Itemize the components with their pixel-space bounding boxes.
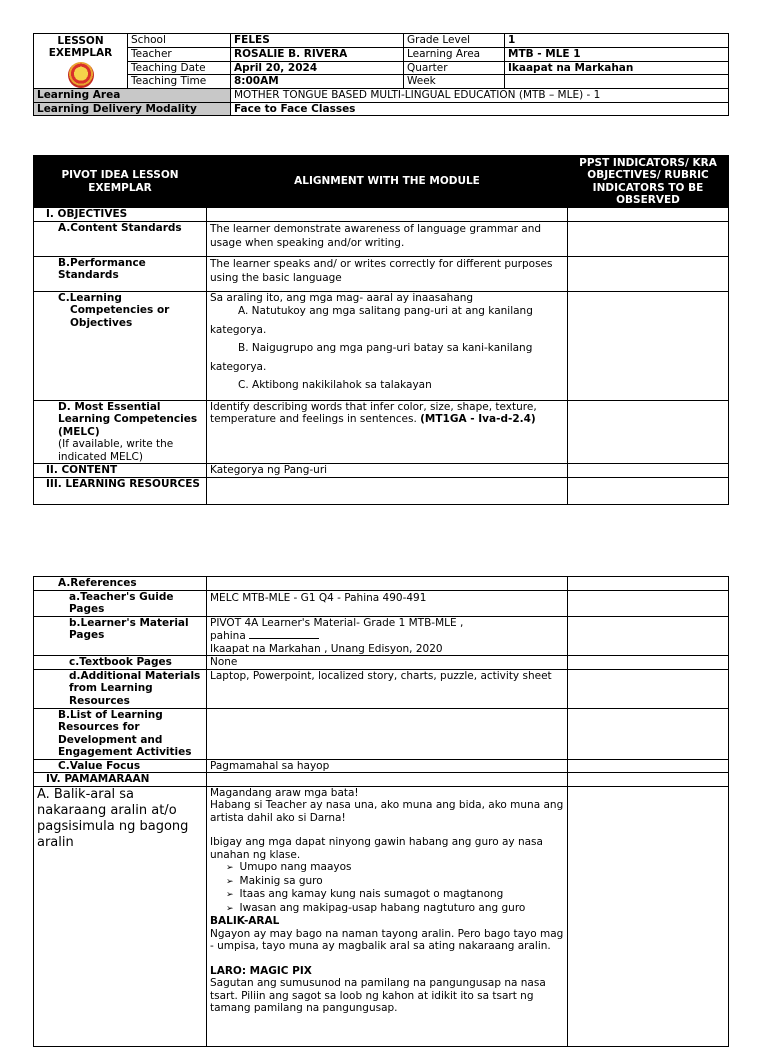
objectives-table [33, 155, 729, 505]
content-standards-label: A.Content Standards [34, 221, 207, 256]
rule-text: Iwasan ang makipag-usap habang nagtuturo ang guro [239, 901, 526, 914]
ppst-cell [568, 464, 729, 478]
ppst-cell [568, 477, 729, 504]
value-focus-value: Pagmamahal sa hayop [207, 759, 568, 773]
greeting-line: Magandang araw mga bata! [210, 786, 359, 799]
competencies-intro: Sa araling ito, ang mga mag- aaral ay inaasahang [210, 291, 474, 304]
modality-label: Learning Delivery Modality [34, 102, 231, 116]
col-alignment-header: ALIGNMENT WITH THE MODULE [207, 156, 568, 208]
learning-area-value: MTB - MLE 1 [505, 47, 729, 61]
modality-value: Face to Face Classes [231, 102, 729, 116]
laro-title: LARO: MAGIC PIX [210, 964, 312, 977]
teacher-label: Teacher [128, 47, 231, 61]
ppst-cell [568, 400, 729, 464]
ppst-cell [568, 773, 729, 787]
rule-text: Itaas ang kamay kung nais sumagot o magtanong [239, 888, 504, 900]
balik-aral-text: Ngayon ay may bago na naman tayong aralin. Pero bago tayo mag - umpisa, tayo muna ay magbalik aral sa ating nakaraang aralin. [210, 927, 564, 952]
rule-item [226, 888, 564, 902]
school-seal-icon [68, 62, 94, 88]
ppst-cell [568, 669, 729, 708]
review-label: A. Balik-aral sa nakaraang aralin at/o pagsisimula ng bagong aralin [34, 786, 207, 1046]
title-line-2: EXEMPLAR [48, 46, 113, 59]
rules-intro: Ibigay ang mga dapat ninyong gawin habang ang guro ay nasa unahan ng klase. [210, 836, 543, 861]
learners-material-value [207, 616, 568, 656]
quarter-value: Ikaapat na Markahan [505, 61, 729, 75]
references-cell [207, 577, 568, 591]
week-value [505, 75, 729, 89]
content-standards-text: The learner demonstrate awareness of language grammar and usage when speaking and/or writing. [207, 221, 568, 256]
lm-line-1: PIVOT 4A Learner's Material- Grade 1 MTB-MLE , [210, 616, 464, 629]
ppst-cell [568, 656, 729, 670]
laro-text: Sagutan ang sumusunod na pamilang na pangungusap na nasa tsart. Piliin ang sagot sa loob ng kahon at idikit ito sa tsart ng tamang pamilang na pangungusap. [210, 977, 546, 1014]
rule-text: Makinig sa guro [239, 874, 323, 887]
teaching-time-label: Teaching Time [128, 75, 231, 89]
melc-description: Identify describing words that infer color, size, shape, texture, temperature and feelings in sentences. [210, 400, 537, 425]
teaching-time-value: 8:00AM [231, 75, 404, 89]
ppst-cell [568, 291, 729, 400]
grade-level-value: 1 [505, 34, 729, 48]
learning-area-label: Learning Area [404, 47, 505, 61]
lm-line-2: pahina [210, 630, 246, 642]
resources-procedure-table [33, 576, 729, 1047]
learners-material-label: b.Learner's Material Pages [34, 616, 207, 656]
melc-label [34, 400, 207, 464]
ppst-cell [568, 256, 729, 291]
textbook-value: None [207, 656, 568, 670]
ppst-cell [568, 759, 729, 773]
competencies-label-text: C.Learning Competencies or Objectives [58, 291, 170, 329]
ppst-cell [568, 786, 729, 1046]
competency-c: C. Aktibong nakikilahok sa talakayan [238, 379, 432, 391]
lesson-header-table [33, 33, 729, 116]
review-content [207, 786, 568, 1046]
teachers-guide-value: MELC MTB-MLE - G1 Q4 - Pahina 490-491 [207, 590, 568, 616]
objectives-cell [207, 208, 568, 222]
learning-area-full-label: Learning Area [34, 89, 231, 103]
title-line-1: LESSON [57, 35, 104, 47]
balik-aral-title: BALIK-ARAL [210, 915, 280, 927]
teachers-guide-label: a.Teacher's Guide Pages [34, 590, 207, 616]
melc-text [207, 400, 568, 464]
competencies-text [207, 291, 568, 400]
resources-cell [207, 477, 568, 504]
quarter-label: Quarter [404, 61, 505, 75]
ppst-cell [568, 577, 729, 591]
rule-item [226, 875, 564, 889]
ppst-cell [568, 221, 729, 256]
rule-item [226, 902, 564, 916]
additional-materials-value: Laptop, Powerpoint, localized story, charts, puzzle, activity sheet [207, 669, 568, 708]
rule-text: Umupo nang maayos [239, 861, 352, 873]
list-of-resources-label: B.List of Learning Resources for Development and Engagement Activities [34, 708, 207, 759]
references-label: A.References [34, 577, 207, 591]
learning-area-full-value: MOTHER TONGUE BASED MULTI-LINGUAL EDUCATION (MTB – MLE) - 1 [231, 89, 729, 103]
ppst-cell [568, 208, 729, 222]
teacher-value: ROSALIE B. RIVERA [231, 47, 404, 61]
content-label: II. CONTENT [34, 464, 207, 478]
procedure-cell [207, 773, 568, 787]
greeting-darna: Habang si Teacher ay nasa una, ako muna ang bida, ako muna ang artista dahil ako si Darna! [210, 799, 564, 824]
school-value: FELES [231, 34, 404, 48]
competencies-label [34, 291, 207, 400]
textbook-label: c.Textbook Pages [34, 656, 207, 670]
performance-standards-text: The learner speaks and/ or writes correctly for different purposes using the basic language [207, 256, 568, 291]
list-of-resources-cell [207, 708, 568, 759]
ppst-cell [568, 590, 729, 616]
competency-a: A. Natutukoy ang mga salitang pang-uri at ang kanilang [238, 305, 533, 317]
rule-item [226, 861, 564, 875]
teaching-date-value: April 20, 2024 [231, 61, 404, 75]
class-rules-list [210, 861, 564, 915]
competency-b-cont: kategorya. [210, 360, 267, 373]
week-label: Week [404, 75, 505, 89]
grade-level-label: Grade Level [404, 34, 505, 48]
melc-note: (If available, write the indicated MELC) [58, 438, 174, 463]
melc-label-text: D. Most Essential Learning Competencies (MELC) [58, 400, 198, 438]
value-focus-label: C.Value Focus [34, 759, 207, 773]
melc-code: (MT1GA - Iva-d-2.4) [420, 413, 536, 425]
col-pivot-header: PIVOT IDEA LESSON EXEMPLAR [34, 156, 207, 208]
ppst-cell [568, 708, 729, 759]
learning-resources-label: III. LEARNING RESOURCES [34, 477, 207, 504]
lm-line-3: Ikaapat na Markahan , Unang Edisyon, 2020 [210, 642, 443, 655]
lesson-exemplar-title [34, 34, 128, 89]
teaching-date-label: Teaching Date [128, 61, 231, 75]
col-ppst-header: PPST INDICATORS/ KRA OBJECTIVES/ RUBRIC INDICATORS TO BE OBSERVED [568, 156, 729, 208]
ppst-cell [568, 616, 729, 656]
objectives-heading: I. OBJECTIVES [34, 208, 207, 222]
additional-materials-label: d.Additional Materials from Learning Resources [34, 669, 207, 708]
competency-b: B. Naigugrupo ang mga pang-uri batay sa kani-kanilang [238, 342, 533, 354]
school-label: School [128, 34, 231, 48]
blank-line [249, 629, 319, 639]
competency-a-cont: kategorya. [210, 323, 267, 336]
performance-standards-label: B.Performance Standards [34, 256, 207, 291]
procedure-label: IV. PAMAMARAAN [34, 773, 207, 787]
content-value: Kategorya ng Pang-uri [207, 464, 568, 478]
